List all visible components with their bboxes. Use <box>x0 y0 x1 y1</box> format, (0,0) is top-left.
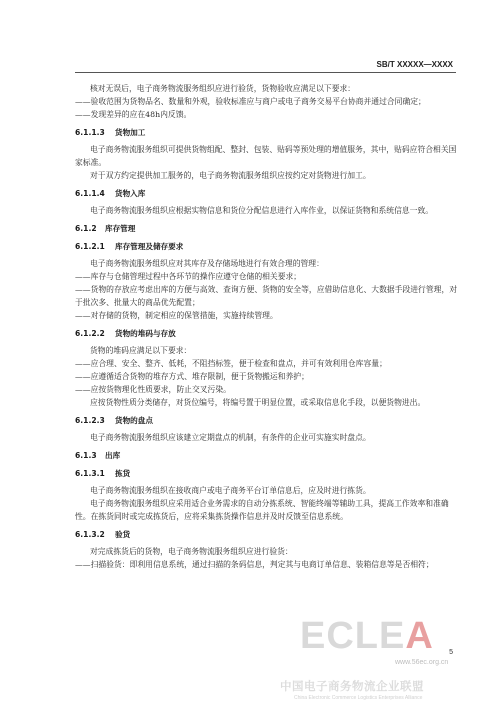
paragraph: 应按货物性质分类储存，对货位编号，将编号置于明显位置，或采取信息化手段，以便货物进出。 <box>90 398 426 407</box>
section-heading <box>75 240 460 253</box>
section-number: 6.1.2.3 <box>75 416 105 425</box>
section-number: 6.1.2.1 <box>75 242 105 251</box>
section-heading <box>75 327 460 340</box>
section-number: 6.1.2 <box>75 224 97 233</box>
section-heading <box>75 126 460 139</box>
list-item: ——应合理、安全、整齐、低耗，不阻挡标签，便于检查和盘点，并可有效利用仓库容量； <box>75 359 387 368</box>
paragraph: 电子商务物流服务组织可提供货物组配、整封、包装、贴码等预处理的增值服务，其中，贴码应符合相关国家标准。 <box>75 145 457 167</box>
paragraph: 电子商务物流服务组织应对其库存及存储场地进行有效合理的管理： <box>90 259 324 268</box>
paragraph: 核对无误后，电子商务物流服务组织应进行验货，货物验收应满足以下要求： <box>90 84 356 93</box>
page-number: 5 <box>449 649 453 656</box>
section-heading <box>75 528 460 541</box>
list-item: ——扫描验货：即利用信息系统，通过扫描的条码信息，判定其与电商订单信息、装箱信息等是否相符； <box>75 560 434 569</box>
section-number: 6.1.3.2 <box>75 530 105 539</box>
section-number: 6.1.2.2 <box>75 329 105 338</box>
section-title: 库存管理 <box>105 224 136 233</box>
watermark-name-en: China Electronic Commerce Logistics Enterprises Alliance <box>294 695 423 701</box>
section-title: 拣货 <box>115 469 131 478</box>
paragraph: 对完成拣货后的货物，电子商务物流服务组织应进行验货： <box>90 547 293 556</box>
section-title: 货物的堆码与存放 <box>115 329 176 338</box>
section-number: 6.1.3.1 <box>75 469 105 478</box>
section-title: 库存管理及储存要求 <box>115 242 184 251</box>
paragraph: 对于双方约定提供加工服务的，电子商务物流服务组织应按约定对货物进行加工。 <box>90 171 371 180</box>
watermark <box>280 615 490 705</box>
paragraph: 电子商务物流服务组织应该建立定期盘点的机制，有条件的企业可实施实时盘点。 <box>90 433 371 442</box>
document-body <box>75 82 460 571</box>
section-heading <box>75 467 460 480</box>
list-item: ——货物的存放应考虑出库的方便与高效、查询方便、货物的安全等，应借助信息化、大数据手段进行管理，对于批次多、批量大的商品优先配置； <box>75 285 458 307</box>
section-number: 6.1.3 <box>75 451 97 460</box>
watermark-name-cn: 中国电子商务物流企业联盟 <box>280 679 424 693</box>
list-item: ——应按货物理化性质要求，防止交叉污染。 <box>75 385 231 394</box>
list-item: ——发现差异的应在48h内反馈。 <box>75 110 192 119</box>
standard-code: SB/T XXXXX—XXXX <box>376 60 453 69</box>
paragraph: 电子商务物流服务组织应采用适合业务需求的自动分拣系统、智能终端等辅助工具，提高工作效率和准确性。在拣货同时或完成拣货后，应将采集拣货操作信息并及时反馈至信息系统。 <box>75 499 449 521</box>
section-title: 出库 <box>105 451 121 460</box>
section-title: 货物入库 <box>115 189 146 198</box>
paragraph: 电子商务物流服务组织在接收商户或电子商务平台订单信息后，应及时进行拣货。 <box>90 486 371 495</box>
list-item: ——库存与仓储管理过程中各环节的操作应遵守仓储的相关要求； <box>75 272 302 281</box>
section-number: 6.1.1.4 <box>75 189 105 198</box>
section-heading <box>75 449 460 462</box>
section-heading <box>75 187 460 200</box>
paragraph: 货物的堆码应满足以下要求： <box>90 346 192 355</box>
section-title: 货物的盘点 <box>115 416 153 425</box>
list-item: ——应遵循适合货物的堆存方式、堆存限制，便于货物搬运和养护； <box>75 372 309 381</box>
watermark-url: www.56ec.org.cn <box>395 659 449 666</box>
list-item: ——验收范围为货物品名、数量和外观，验收标准应与商户或电子商务交易平台协商并通过合同确定； <box>75 97 426 106</box>
section-title: 验货 <box>115 530 131 539</box>
header-rule <box>75 72 456 73</box>
list-item: ——对存储的货物，制定相应的保管措施，实施持续管理。 <box>75 311 278 320</box>
section-heading <box>75 222 460 235</box>
watermark-logo: ECLEA <box>300 615 434 657</box>
section-number: 6.1.1.3 <box>75 128 105 137</box>
paragraph: 电子商务物流服务组织应根据实物信息和货位分配信息进行入库作业，以保证货物和系统信息一致。 <box>90 206 434 215</box>
section-title: 货物加工 <box>115 128 146 137</box>
section-heading <box>75 414 460 427</box>
